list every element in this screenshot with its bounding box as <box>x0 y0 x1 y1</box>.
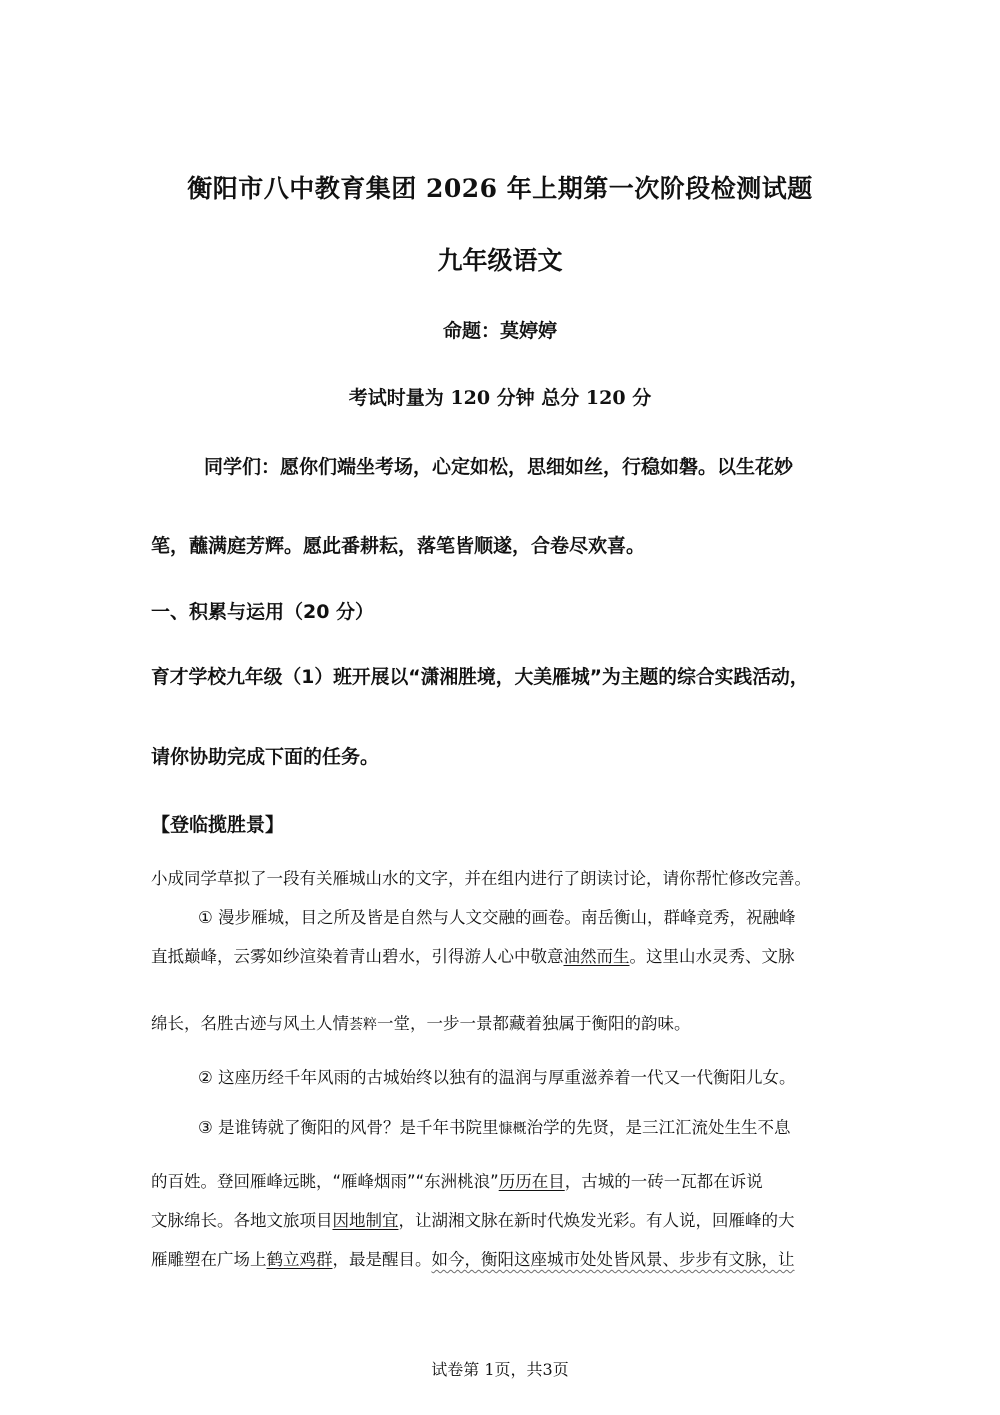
exam-info-line: 考试时量为 120 分钟 总分 120 分 <box>348 387 652 409</box>
passage-p1-line-1: ① 漫步雁城，目之所及皆是自然与人文交融的画卷。南岳衡山，群峰竞秀，祝融峰 <box>198 908 796 927</box>
passage-p3-line-2 <box>151 1168 763 1192</box>
text-segment: 一堂，一步一景都藏着独属于衡阳的韵味。 <box>377 1014 691 1033</box>
subsection-heading: 【登临揽胜景】 <box>151 814 285 836</box>
passage-p3-line-3 <box>151 1207 795 1231</box>
text-segment: ，最是醒目。 <box>332 1250 432 1269</box>
task-instruction: 小成同学草拟了一段有关雁城山水的文字，并在组内进行了朗读讨论，请你帮忙修改完善。 <box>151 869 811 888</box>
wavy-underlined-sentence: 如今，衡阳这座城市处处皆风景、步步有文脉，让 <box>431 1250 795 1269</box>
exam-subtitle: 九年级语文 <box>437 246 563 275</box>
section-1-intro-line-1: 育才学校九年级（1）班开展以“潇湘胜境，大美雁城”为主题的综合实践活动， <box>151 667 809 688</box>
text-segment: 文脉绵长。各地文旅项目 <box>151 1211 333 1230</box>
underlined-phrase: 因地制宜 <box>332 1211 399 1230</box>
section-1-heading: 一、积累与运用（20 分） <box>151 601 375 623</box>
author-line: 命题：莫婷婷 <box>442 320 557 342</box>
underlined-phrase: 鹤立鸡群 <box>266 1250 333 1269</box>
greeting-line-2: 笔，蘸满庭芳辉。愿此番耕耘，落笔皆顺遂，合卷尽欢喜。 <box>151 535 646 557</box>
passage-p3-line-1 <box>198 1114 791 1138</box>
section-1-intro-line-2: 请你协助完成下面的任务。 <box>151 746 380 768</box>
exam-title: 衡阳市八中教育集团 2026 年上期第一次阶段检测试题 <box>187 174 813 203</box>
underlined-phrase: 历历在目 <box>498 1172 565 1191</box>
text-segment: ③ 是谁铸就了衡阳的风骨？是千年书院里 <box>198 1118 499 1137</box>
underlined-phrase: 油然而生 <box>563 947 630 966</box>
passage-p1-line-2 <box>151 943 795 967</box>
passage-p2: ② 这座历经千年风雨的古城始终以独有的温润与厚重滋养着一代又一代衡阳儿女。 <box>198 1068 796 1087</box>
text-segment: ，古城的一砖一瓦都在诉说 <box>564 1172 763 1191</box>
text-segment: 绵长，名胜古迹与风土人情 <box>151 1014 349 1033</box>
text-segment: 治学的先贤，是三江汇流处生生不息 <box>526 1118 791 1137</box>
marked-word: 慷概 <box>498 1121 527 1137</box>
text-segment: 的百姓。登回雁峰远眺，“雁峰烟雨”“东洲桃浪” <box>151 1172 499 1191</box>
passage-p3-line-4 <box>151 1246 795 1270</box>
text-segment: 。这里山水灵秀、文脉 <box>629 947 795 966</box>
page-footer: 试卷第 1页，共3页 <box>431 1360 569 1379</box>
text-segment: 雁雕塑在广场上 <box>151 1250 267 1269</box>
greeting-line-1: 同学们：愿你们端坐考场，心定如松，思细如丝，行稳如磐。以生花妙 <box>204 456 794 478</box>
marked-word: 荟粹 <box>349 1017 377 1033</box>
text-segment: 直抵巅峰，云雾如纱渲染着青山碧水，引得游人心中敬意 <box>151 947 564 966</box>
text-segment: ，让湖湘文脉在新时代焕发光彩。有人说，回雁峰的大 <box>398 1211 795 1230</box>
passage-p1-line-3 <box>151 1010 691 1034</box>
